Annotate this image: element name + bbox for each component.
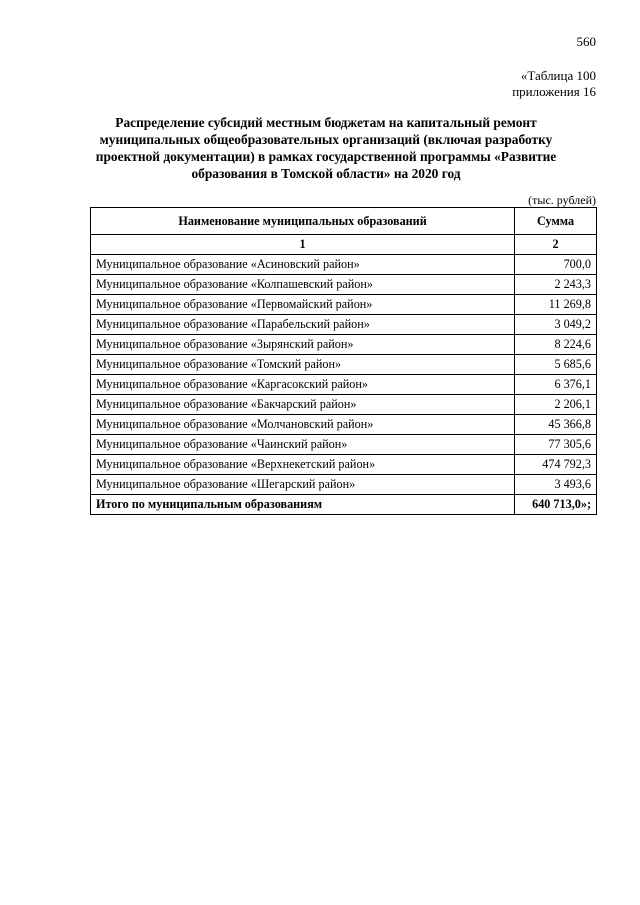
municipality-name-cell: Муниципальное образование «Шегарский район» bbox=[91, 475, 515, 495]
sum-cell: 2 243,3 bbox=[515, 275, 597, 295]
total-sum: 640 713,0»; bbox=[515, 495, 597, 515]
title-line: проектной документации) в рамках государственной программы «Развитие bbox=[95, 149, 557, 164]
total-label: Итого по муниципальным образованиям bbox=[91, 495, 515, 515]
table-row bbox=[91, 395, 597, 415]
municipality-name-cell: Муниципальное образование «Молчановский район» bbox=[91, 415, 515, 435]
municipality-name-cell: Муниципальное образование «Асиновский район» bbox=[91, 255, 515, 275]
table-reference-line: «Таблица 100 bbox=[520, 68, 596, 83]
municipality-name-cell: Муниципальное образование «Каргасокский район» bbox=[91, 375, 515, 395]
table-row bbox=[91, 475, 597, 495]
table-reference-line: приложения 16 bbox=[512, 84, 596, 99]
sum-cell: 45 366,8 bbox=[515, 415, 597, 435]
sum-cell: 700,0 bbox=[515, 255, 597, 275]
municipality-name-cell: Муниципальное образование «Бакчарский район» bbox=[91, 395, 515, 415]
table-row bbox=[91, 255, 597, 275]
table-row bbox=[91, 375, 597, 395]
document-title bbox=[92, 114, 560, 182]
title-line: муниципальных общеобразовательных организаций (включая разработку bbox=[99, 132, 553, 147]
sum-cell: 2 206,1 bbox=[515, 395, 597, 415]
municipality-name-cell: Муниципальное образование «Верхнекетский район» bbox=[91, 455, 515, 475]
municipality-name-cell: Муниципальное образование «Зырянский район» bbox=[91, 335, 515, 355]
column-number-row bbox=[91, 235, 597, 255]
title-line: Распределение субсидий местным бюджетам на капитальный ремонт bbox=[115, 115, 537, 130]
table-row bbox=[91, 355, 597, 375]
sum-cell: 3 049,2 bbox=[515, 315, 597, 335]
total-row bbox=[91, 495, 597, 515]
municipality-name-cell: Муниципальное образование «Чаинский район» bbox=[91, 435, 515, 455]
header-name: Наименование муниципальных образований bbox=[91, 208, 515, 235]
header-row bbox=[91, 208, 597, 235]
sum-cell: 11 269,8 bbox=[515, 295, 597, 315]
table-row bbox=[91, 295, 597, 315]
header-sum: Сумма bbox=[515, 208, 597, 235]
sum-cell: 474 792,3 bbox=[515, 455, 597, 475]
sum-cell: 77 305,6 bbox=[515, 435, 597, 455]
table-row bbox=[91, 335, 597, 355]
title-line: образования в Томской области» на 2020 год bbox=[191, 166, 461, 181]
column-number: 2 bbox=[515, 235, 597, 255]
page-number: 560 bbox=[576, 34, 596, 49]
sum-cell: 5 685,6 bbox=[515, 355, 597, 375]
table-row bbox=[91, 415, 597, 435]
municipality-name-cell: Муниципальное образование «Первомайский район» bbox=[91, 295, 515, 315]
table-row bbox=[91, 435, 597, 455]
municipality-name-cell: Муниципальное образование «Томский район» bbox=[91, 355, 515, 375]
subsidy-table bbox=[90, 207, 597, 515]
sum-cell: 6 376,1 bbox=[515, 375, 597, 395]
municipality-name-cell: Муниципальное образование «Колпашевский район» bbox=[91, 275, 515, 295]
table-row bbox=[91, 455, 597, 475]
units-label: (тыс. рублей) bbox=[528, 193, 596, 207]
table-reference bbox=[512, 68, 596, 100]
table-row bbox=[91, 275, 597, 295]
table-row bbox=[91, 315, 597, 335]
municipality-name-cell: Муниципальное образование «Парабельский район» bbox=[91, 315, 515, 335]
sum-cell: 3 493,6 bbox=[515, 475, 597, 495]
sum-cell: 8 224,6 bbox=[515, 335, 597, 355]
column-number: 1 bbox=[91, 235, 515, 255]
